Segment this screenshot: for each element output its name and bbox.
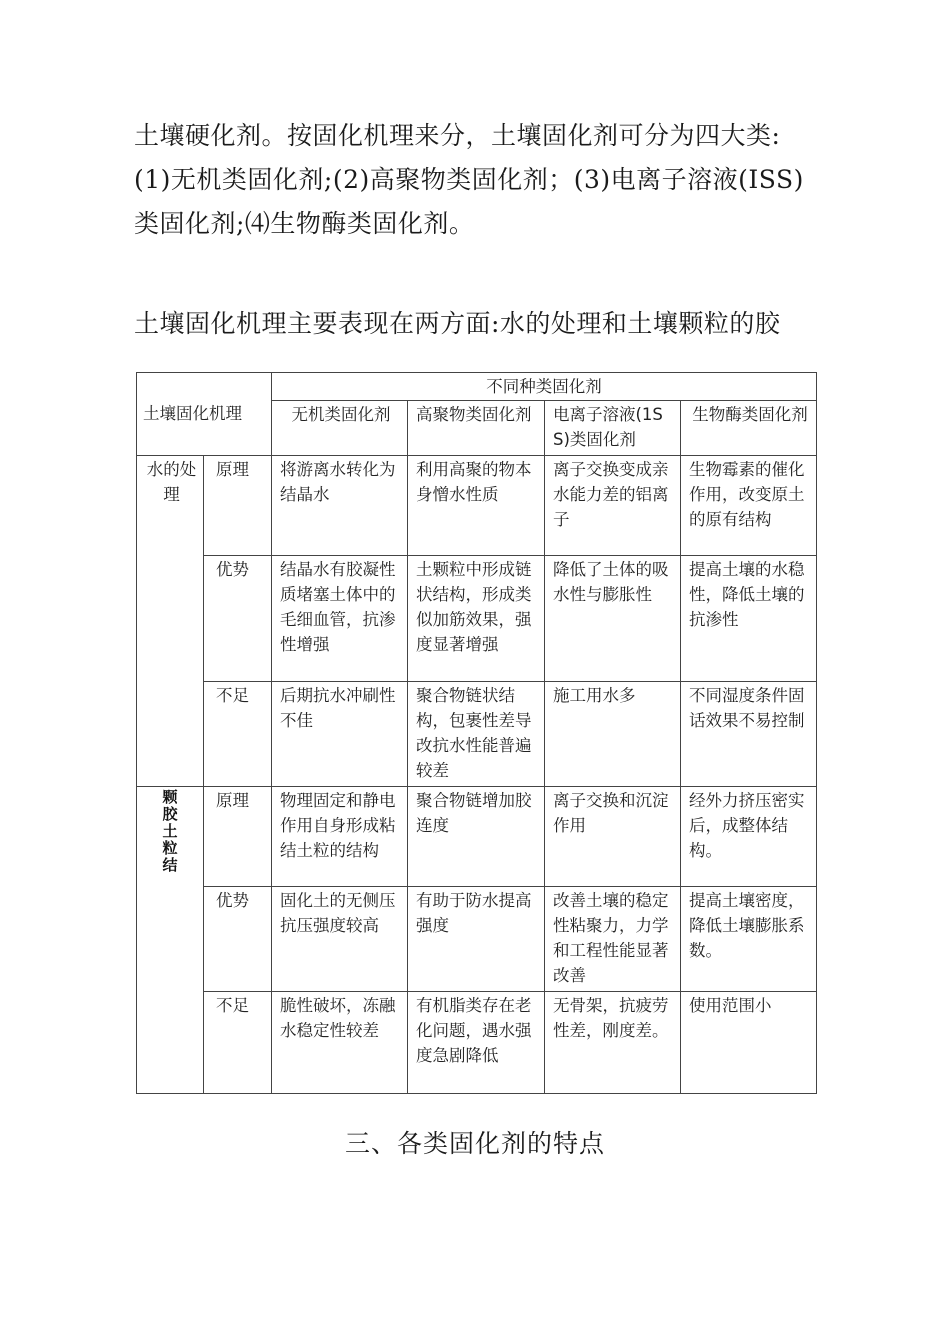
row-label: 不足 (204, 992, 272, 1094)
row-label: 原理 (204, 787, 272, 887)
mechanism-header: 土壤固化机理 (137, 373, 272, 456)
table-cell: 不同湿度条件固话效果不易控制 (681, 682, 817, 787)
table-cell: 改善土壤的稳定性粘聚力，力学和工程性能显著改善 (545, 887, 681, 992)
intro-line-1: 土壤硬化剂。按固化机理来分，土壤固化剂可分为四大类: (134, 121, 781, 150)
table-cell: 提高土壤密度，降低土壤膨胀系数。 (681, 887, 817, 992)
table-cell: 后期抗水冲刷性不佳 (272, 682, 408, 787)
category-header: 高聚物类固化剂 (408, 401, 545, 456)
table-cell: 固化土的无侧压抗压强度较高 (272, 887, 408, 992)
table-cell: 提高土壤的水稳性，降低土壤的抗渗性 (681, 556, 817, 682)
table-cell: 经外力挤压密实后，成整体结构。 (681, 787, 817, 887)
table-cell: 结晶水有胶凝性质堵塞土体中的毛细血管，抗渗性增强 (272, 556, 408, 682)
table-cell: 离子交换变成亲水能力差的铝离子 (545, 456, 681, 556)
intro-line-3: 类固化剂;⑷生物酶类固化剂。 (134, 209, 475, 238)
group-label-particle-cell (137, 787, 204, 1094)
row-label: 不足 (204, 682, 272, 787)
table-cell: 生物霉素的催化作用，改变原土的原有结构 (681, 456, 817, 556)
intro-paragraph (134, 114, 834, 246)
category-header: 电离子溶液(1SS)类固化剂 (545, 401, 681, 456)
table-cell: 离子交换和沉淀作用 (545, 787, 681, 887)
table-cell: 脆性破坏，冻融水稳定性较差 (272, 992, 408, 1094)
intro-line-2: (1)无机类固化剂;(2)高聚物类固化剂；(3)电离子溶液(ISS) (134, 165, 804, 194)
table-cell: 聚合物链增加胶连度 (408, 787, 545, 887)
section-title: 三、各类固化剂的特点 (344, 1129, 605, 1158)
group-label-water: 水的处理 (137, 456, 204, 787)
group-label-particle: 颗胶土粒结 (162, 788, 178, 874)
table-cell: 降低了土体的吸水性与膨胀性 (545, 556, 681, 682)
group-header: 不同种类固化剂 (272, 373, 817, 401)
table-cell: 使用范围小 (681, 992, 817, 1094)
table-cell: 将游离水转化为结晶水 (272, 456, 408, 556)
table-cell: 聚合物链状结构，包裹性差导改抗水性能普遍较差 (408, 682, 545, 787)
table-cell: 物理固定和静电作用自身形成粘结土粒的结构 (272, 787, 408, 887)
mechanism-paragraph: 土壤固化机理主要表现在两方面:水的处理和土壤颗粒的胶 (134, 309, 781, 338)
table-cell: 土颗粒中形成链状结构，形成类似加筋效果，强度显著增强 (408, 556, 545, 682)
category-header: 生物酶类固化剂 (681, 401, 817, 456)
curing-agent-table (136, 372, 817, 1094)
table-cell: 有助于防水提高强度 (408, 887, 545, 992)
table-cell: 无骨架，抗疲劳性差，刚度差。 (545, 992, 681, 1094)
row-label: 优势 (204, 556, 272, 682)
row-label: 优势 (204, 887, 272, 992)
table-cell: 施工用水多 (545, 682, 681, 787)
table-cell: 利用高聚的物本身憎水性质 (408, 456, 545, 556)
row-label: 原理 (204, 456, 272, 556)
category-header: 无机类固化剂 (272, 401, 408, 456)
table-cell: 有机脂类存在老化问题，遇水强度急剧降低 (408, 992, 545, 1094)
